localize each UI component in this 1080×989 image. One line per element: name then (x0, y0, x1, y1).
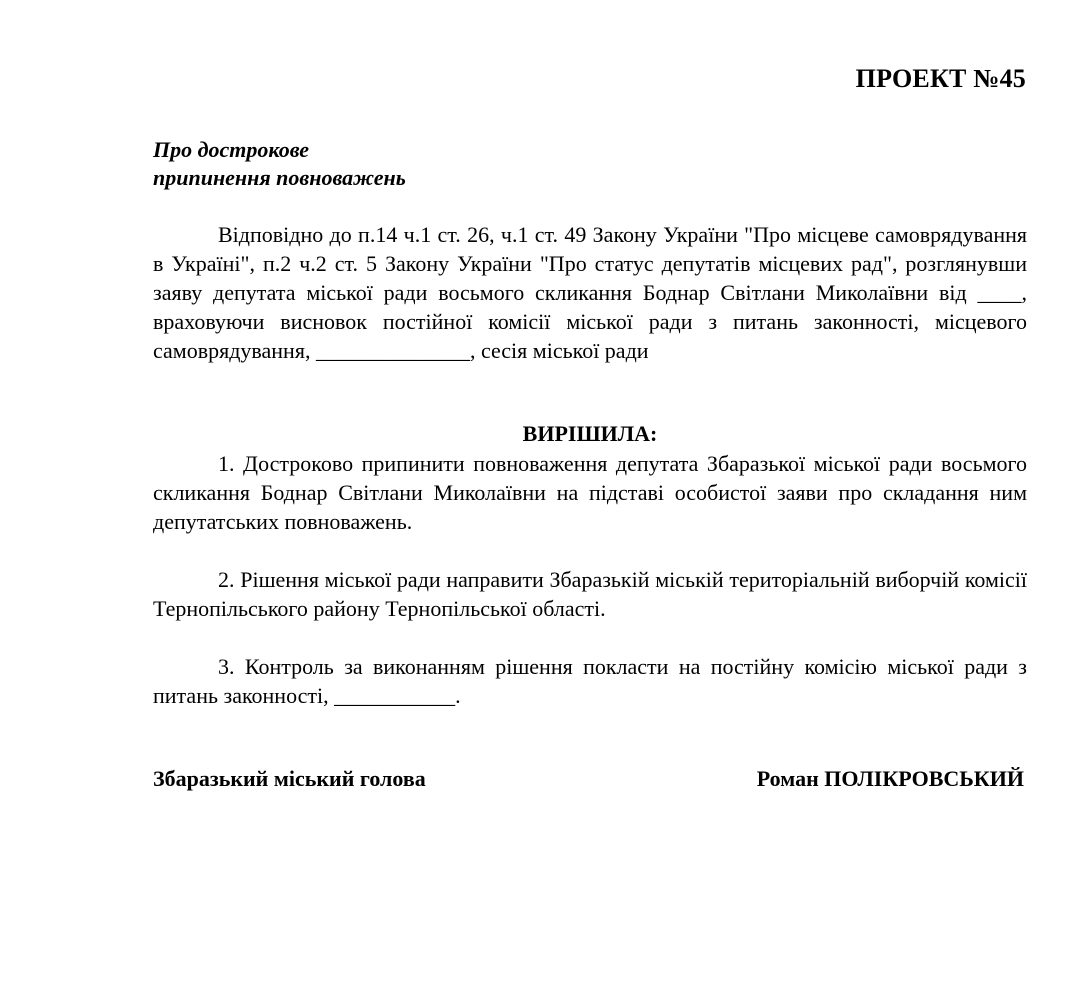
signature-title: Збаразький міський голова (153, 766, 426, 791)
decision-item-2: 2. Рішення міської ради направити Збаразькій міській територіальній виборчій комісії Тернопільського району Тернопільської області. (153, 567, 1027, 621)
document-subject (153, 136, 406, 192)
subject-line-1: Про дострокове (153, 137, 310, 162)
decided-heading: ВИРІШИЛА: (522, 421, 658, 446)
decision-item-3: 3. Контроль за виконанням рішення покласти на постійну комісію міської ради з питань законності, ___________. (153, 654, 1027, 708)
decision-item-1: 1. Достроково припинити повноваження депутата Збаразької міської ради восьмого скликання Боднар Світлани Миколаївни на підставі особистої заяви про складання ним депутатських повноважень. (153, 451, 1027, 534)
signature-name: Роман ПОЛІКРОВСЬКИЙ (756, 766, 1024, 791)
subject-line-2: припинення повноважень (153, 165, 406, 190)
project-number-heading: ПРОЕКТ №45 (855, 64, 1026, 93)
preamble-paragraph: Відповідно до п.14 ч.1 ст. 26, ч.1 ст. 49 Закону України "Про місцеве самоврядування в Україні", п.2 ч.2 ст. 5 Закону України "Про статус депутатів місцевих рад", розглянувши заяву депутата міської ради восьмого скликання Боднар Світлани Миколаївни від ____, враховуючи висновок постійної комісії міської ради з питань законності, місцевого самоврядування, ______________, сесія міської ради (153, 222, 1027, 363)
